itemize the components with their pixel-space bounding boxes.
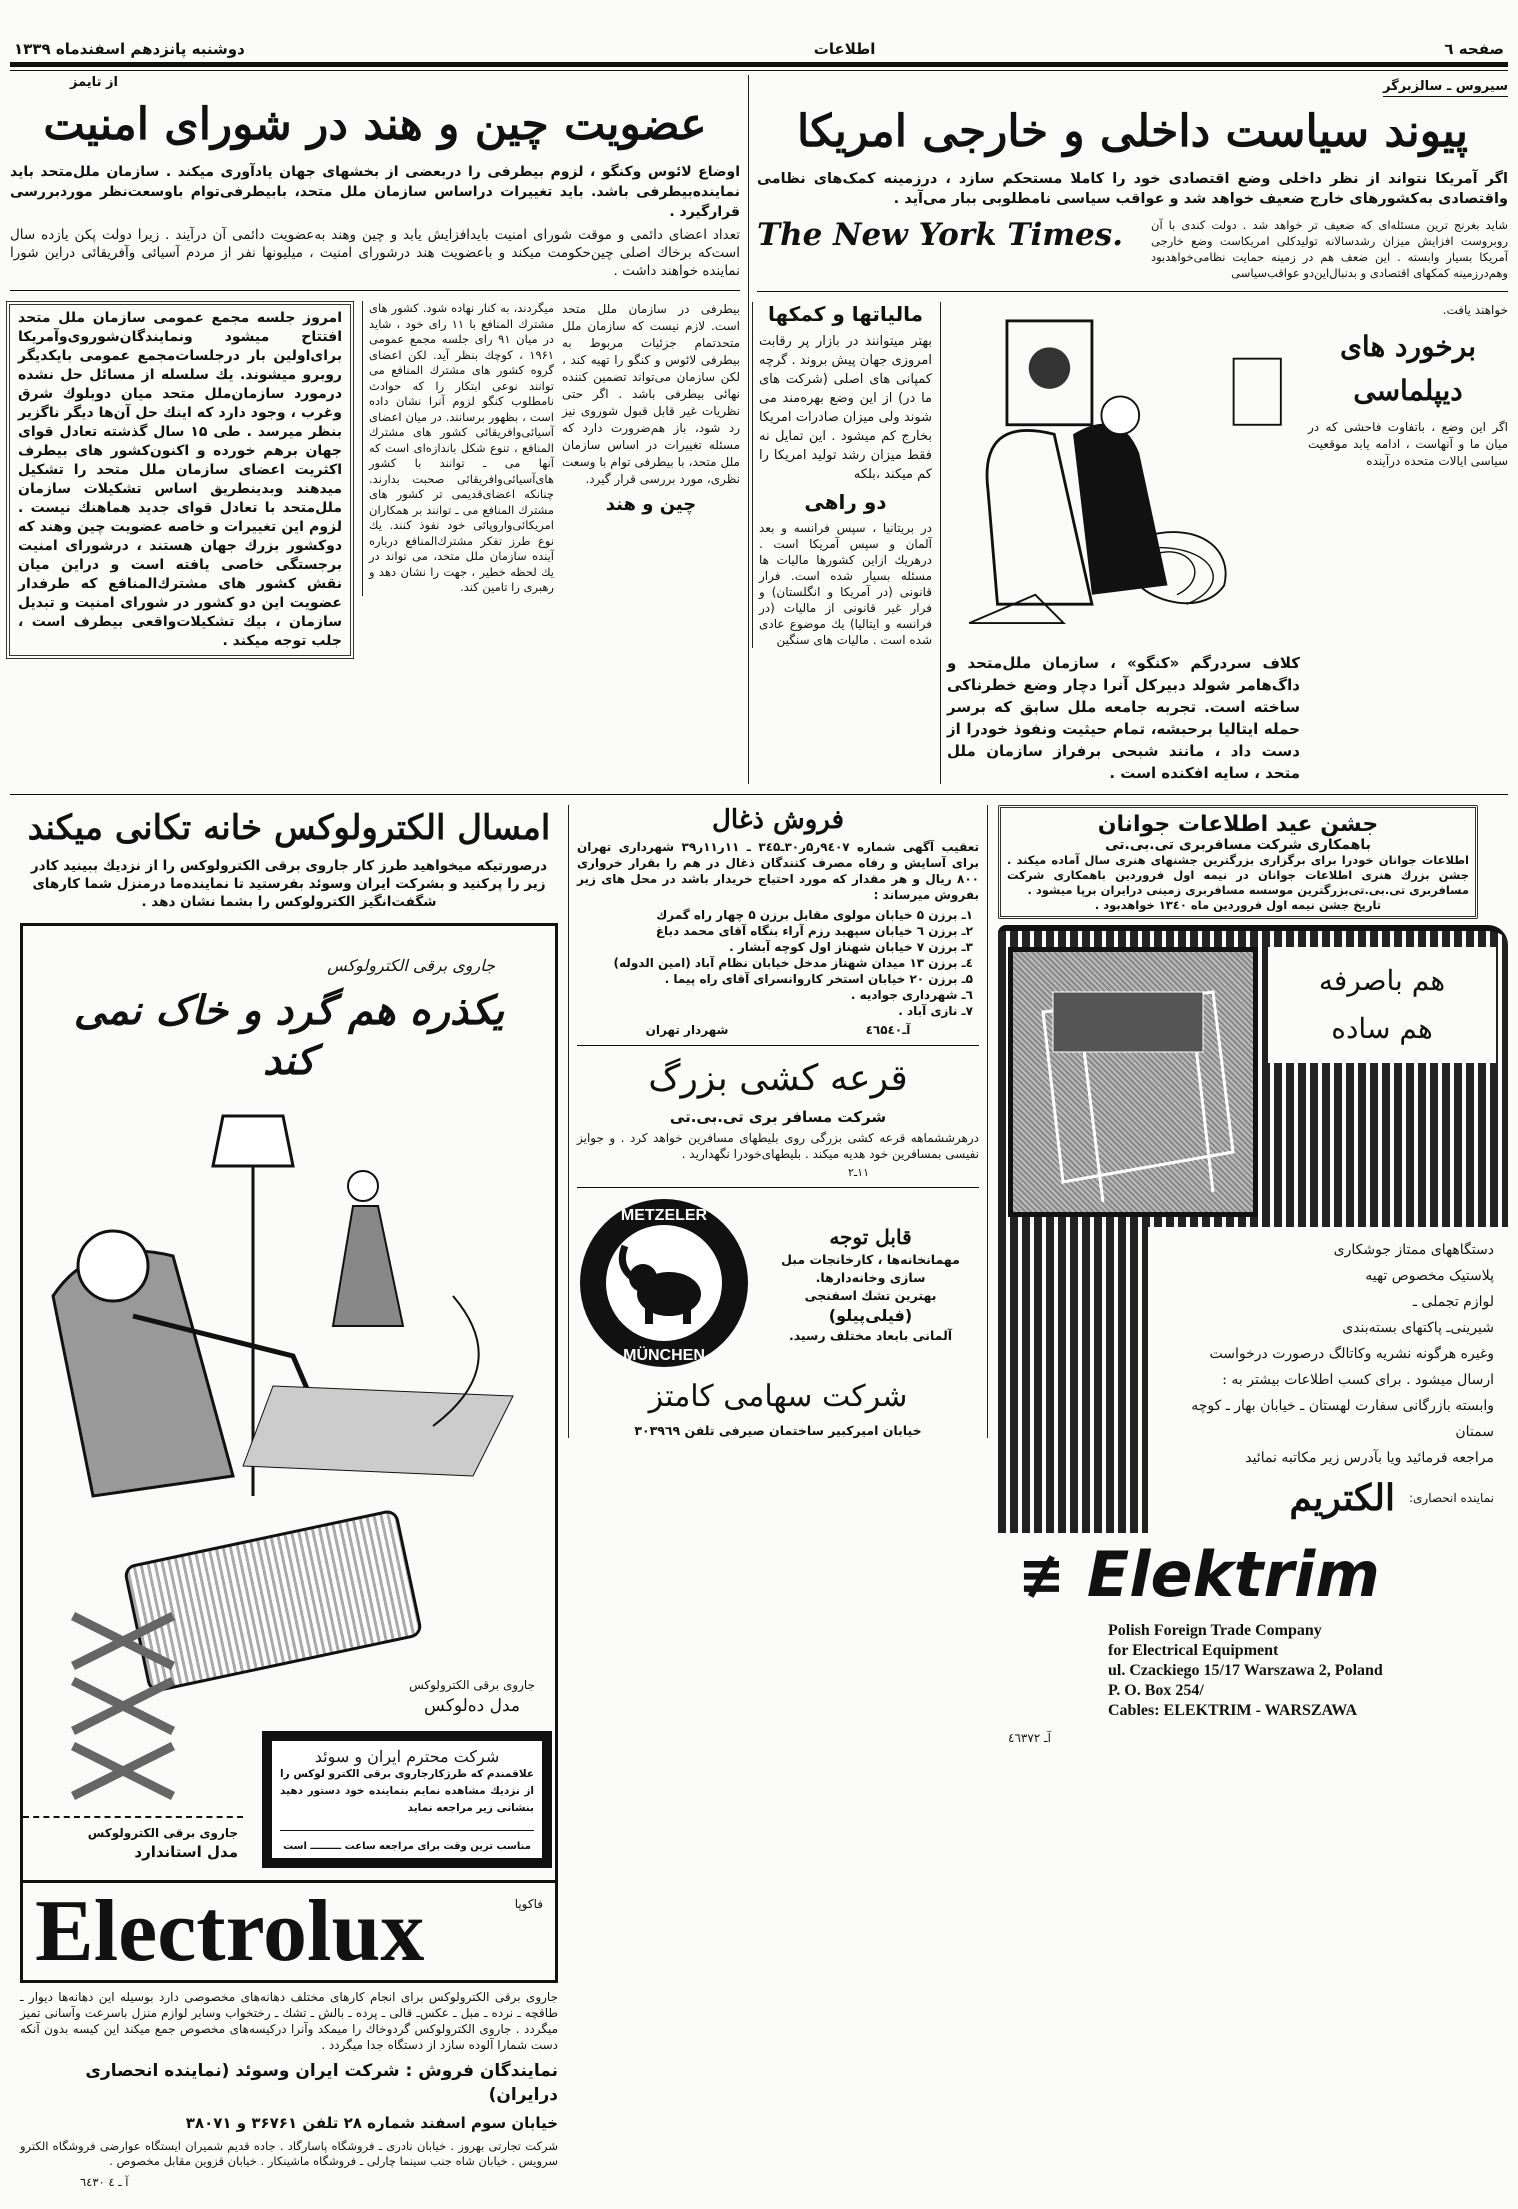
youth-body: اطلاعات جوانان خودرا برای برگزاری بزرگترین جشنهای هنری سال آماده میکند . جشن بزرك هنری اطلاعات جوانان در نیمه اول فروردین باهمکاری شرکت مسافربری تی.بی.تی‌بزرگترین موسسه مسافربری زمینی درایران برپا میشود . xyxy=(1007,853,1469,897)
elektrim-address-line: Polish Foreign Trade Company xyxy=(1108,1622,1322,1639)
left-article-source: از تایمز xyxy=(70,75,118,90)
articles-section xyxy=(10,75,1508,784)
crossed-out-cleaning-tools-icon xyxy=(63,1606,193,1806)
right-article xyxy=(748,75,1508,784)
model-standard-block xyxy=(38,1824,238,1862)
agency-mark: فاکوپا xyxy=(514,1897,543,1911)
metzeler-body2: بهترین تشك اسفنجی xyxy=(804,1287,937,1303)
elektrim-h1: هم باصرفه xyxy=(1318,964,1446,997)
electrolux-brand-fa: جاروی برقی الکترولوکس xyxy=(327,956,495,975)
youth-sub: باهمکاری شرکت مسافربری تی.بی.تی xyxy=(1105,837,1371,853)
model-deluxe-label: جاروی برقی الکترولوکس xyxy=(409,1678,535,1692)
subhead-taxes: مالیاتها و کمکها xyxy=(767,302,924,326)
elektrim-h2: هم ساده xyxy=(1331,1012,1433,1045)
electrolux-slogan: یکذره هم گرد و خاک نمی کند xyxy=(73,987,505,1084)
electrolux-address: خیابان سوم اسفند شماره ۲۸ تلفن ۳۶۷۶۱ و ۳۸۰۷۱ xyxy=(185,2114,558,2132)
metzeler-body3: آلمانی بابعاد مختلف رسید. xyxy=(788,1327,953,1343)
metzeler-product: (فیلی‌پیلو) xyxy=(828,1305,913,1325)
coal-locations xyxy=(577,907,979,1019)
left-col-2: بیطرفی در سازمان ملل متحد است. لازم نیست که سازمان ملل متحدتمام جزئیات مربوط به بیطرفی لائوس و کنگو را تهیه کند ، لکن سازمان می‌تواند تضمین کننده نهائی بیطرفی باشد . اگر حتی نظریات غیر قابل قبول شوروی نیز رد شود، باز هم‌ضرورت دارد که مسئله تغییرات در اساس سازمان ملل متحد، با بیطرفی توام با وسعت نظری، مورد بررسی قرار گیرد. xyxy=(562,302,740,486)
svg-text:METZELER: METZELER xyxy=(620,1207,708,1224)
left-column-a xyxy=(562,301,740,515)
electrolux-agents: نمایندگان فروش : شرکت ایران وسوئد (نماینده انحصاری درایران) xyxy=(85,2061,558,2105)
metzeler-body1: مهمانخانه‌ها ، کارخانجات مبل سازی وخانه‌دارها. xyxy=(781,1251,960,1285)
lottery-code: ۱۱ـ۲ xyxy=(848,1166,869,1179)
issue-date: دوشنبه پانزدهم اسفندماه ۱۳۳۹ xyxy=(14,40,245,58)
youth-date: تاریخ جشن نیمه اول فروردین ماه ۱۳٤۰ خواهدبود . xyxy=(1094,898,1382,912)
coupon-text: علاقمندم که طرزکارجاروی برقی الکترو لوکس را از نزدیك مشاهده نمایم بنماینده خود دستور دهید بنشانی زیر مراجعه نماید xyxy=(280,1768,534,1814)
lottery-title: قرعه کشی بزرگ xyxy=(648,1058,908,1099)
cartoon-caption: کلاف سردرگم «کنگو» ، سازمان ملل‌متحد و داگ‌هامر شولد دبیرکل آنرا دچار وضع خطرناکی ساخته است. تجربه جامعه ملل سابق که برسر حمله ایتالیا برحبشه، تمام حیثیت ونفوذ خودرا از دست داد ، مانند شبحی برفراز سازمان ملل متحد ، سایه افکنده است . xyxy=(947,654,1300,782)
coal-location: ۷ـ نازی آباد . xyxy=(898,1004,973,1018)
metzeler-address: خیابان امیرکبیر ساختمان صیرفی تلفن ۳۰۳۹٦۹ xyxy=(634,1423,922,1438)
elektrim-brand-fa: الکتریم xyxy=(1289,1477,1395,1519)
elektrim-line: دستگاههای ممتاز جوشکاری xyxy=(1333,1242,1494,1258)
elektrim-code: آـ ٤٦٣٧٢ xyxy=(998,1725,1508,1751)
coupon-title: شرکت محترم ایران و سوئد xyxy=(314,1747,500,1766)
coupon-address-line[interactable] xyxy=(280,1817,534,1831)
model-deluxe-block xyxy=(409,1676,535,1718)
electrolux-headline: امسال الکترولوکس خانه تکانی میکند xyxy=(27,808,551,848)
left-article-columns xyxy=(10,290,740,659)
elektrim-logo: Elektrim xyxy=(1086,1538,1380,1611)
electrolux-ad xyxy=(10,805,568,2189)
right-column-b xyxy=(752,302,932,648)
elektrim-agent-label: نماینده انحصاری: xyxy=(1408,1491,1494,1505)
electrolux-dealers: شرکت تجارتی بهروز . خیابان نادری ـ فروشگاه پاسارگاد . جاده قدیم شمیران ایستگاه عوارضی فروشگاه الکترو سرویس . خیابان شاه جنب سینما چارلی ـ فروشگاه ماشینکار . خیابان قزوین مقابل مخصوص . xyxy=(20,2139,558,2168)
left-lead: تعداد اعضای دائمی و موقت شورای امنیت بایدافزایش یابد و چین وهند به‌عضویت دائمی آن درآیند . زیرا دولت پکن یازده سال است‌که برخاك اصلی چین‌حکومت میکند و باعضویت هند درشورای امنیت ، میلیونها نفر از مردم آسیائی وآفریقائی دراین شورا نماینده خواهند داشت . xyxy=(10,227,740,279)
elektrim-address-line: Cables: ELEKTRIM - WARSZAWA xyxy=(1108,1702,1358,1719)
coupon-time: مناسب ترین وقت برای مراجعه ساعت ـــــــــ است xyxy=(283,1841,531,1852)
elektrim-address-line: P. O. Box 254/ xyxy=(1108,1682,1204,1699)
un-assembly-box xyxy=(6,301,354,659)
man-in-chair-illustration xyxy=(33,1096,523,1516)
electrolux-code: آ ـ ٤ ٦٤٣٠ xyxy=(80,2175,129,2189)
electrolux-sub: درصورتیکه میخواهید طرز کار جاروی برقی الکترولوکس را از نزدیك ببینید کادر زیر را پرکنید و بشرکت ایران وسوئد بفرستید تا نماینده‌ما درمنزل شما کارهای شگفت‌انگیز الکترولوکس را بشما نشان دهد . xyxy=(30,858,548,910)
welding-machine-photo xyxy=(1008,947,1258,1217)
model-deluxe: مدل دەلوکس xyxy=(424,1696,521,1716)
coal-code: آـ٤٦۵٤٠ xyxy=(865,1023,911,1037)
left-article xyxy=(10,75,748,659)
byline: سیروس ـ سالزبرگر xyxy=(1383,79,1508,97)
page-number: صفحه ٦ xyxy=(1444,40,1504,58)
subhead-diplomacy: برخورد های دیپلماسی xyxy=(1340,330,1476,407)
right-article-columns xyxy=(757,291,1508,784)
elektrim-line: لوازم تجملی ـ xyxy=(1412,1294,1494,1310)
elektrim-headings xyxy=(1268,947,1496,1063)
left-lead-bold: اوضاع لائوس وکنگو ، لزوم بیطرفی را دربعضی از بخشهای جهان یادآوری میکند . سازمان ملل‌متحد باید نماینده‌بیطرفی باشد. باید تغییرات دراساس سازمان ملل متحد، بابیطرفی‌توام باوسعت‌نظر موردبررسی قرارگیرد . xyxy=(10,164,740,220)
elektrim-address-line: ul. Czackiego 15/17 Warszawa 2, Poland xyxy=(1108,1662,1383,1679)
elektrim-symbol-icon: ≢ xyxy=(1018,1542,1065,1608)
left-column-b xyxy=(362,301,554,596)
coal-location: ۲ـ برزن ٦ خیابان سپهبد رزم آراء بنگاه آقای محمد دباغ xyxy=(655,924,973,938)
right-headline: پیوند سیاست داخلی و خارجی امریکا xyxy=(796,106,1469,157)
lottery-company: شرکت مسافر بری تی.بی.تی xyxy=(669,1108,887,1126)
model-standard-label: جاروی برقی الکترولوکس xyxy=(87,1826,238,1840)
elektrim-lines xyxy=(1162,1237,1494,1471)
elektrim-line: وابسته بازرگانی سفارت لهستان ـ خیابان بهار ـ کوچه سمنان xyxy=(1191,1398,1494,1440)
header-rule xyxy=(10,62,1508,71)
right-column-a xyxy=(1308,302,1508,470)
coal-location: ۵ـ برزن ۲۰ خیابان استخر کاروانسرای آقای راه پیما . xyxy=(664,972,973,986)
right-col-1: شاید بغرنج ترین مسئله‌ای که ضعیف تر خواهد شد . دولت کندی با آن روبروست افزایش میزان رشدسالانه تولیدکلی امریکاست وضع خارجی آمریکا بسیار وابسته . این ضعف هم در زمینه حمایت نظامی‌خواهدبود وهم‌درزمینه کمکهای اقتصادی و بدنبال‌این‌دو عواقب‌سیاسی xyxy=(1151,218,1508,280)
left-col-1: میگردند، به کنار نهاده شود. کشور های مشترك المنافع با ۱۱ رای خود ، شاید در میان ۹۱ رای جلسه مجمع عمومی ۱۹۶۱ ، کوچك بنظر آید. لکن اعضای گروه کشور های مشترك المنافع می توانند نوعی ابتکار را که حوادث نامطلوب کنگو لزوم آنرا نشان داده است ، بظهور برسانند. در میان اعضای آسیائی‌وافریقائی کشور های مشترك المنافع ، تنوع شکل باندازه‌ای است که آنها می ـ توانند با کشور های‌آسیائی‌وافریقائی صحبت بدارند. چنانکه اعضای‌قدیمی تر کشور های مشترك المنافع می ـ توانند بر همکاران امریکائی‌واروپائی خود نفوذ کنند. یك نوع طرز تفکر مشترك‌المنافع درباره آینده سازمان ملل متحد، می تواند در یك لحظه خطیر ، جهت را نشان دهد و رهبری را تامین کند. xyxy=(369,301,554,594)
electrolux-logo: Electrolux xyxy=(35,1882,425,1980)
electrolux-logo-band xyxy=(23,1880,555,1980)
ads-section xyxy=(10,794,1508,2189)
youth-title: جشن عید اطلاعات جوانان xyxy=(1097,812,1379,837)
electrolux-body: جاروی برقی الکترولوکس برای انجام کارهای مختلف دهانه‌های مخصوصی دارد بوسیله این دهانه‌ها دیوار ـ طاقچه ـ نرده ـ مبل ـ عکس‌ـ قالی ـ پرده ـ بالش ـ تشك ـ رختخواب وسایر لوازم منزل باسرعت وآسانی تمیز میگردد . جاروی الکترولوکس گردوخاك را میمکد وآنرا درکیسه‌های مخصوص جمع میکند این کیسه بدون آنکه دست شمارا آلوده سازد از دستگاه جدا میگردد . xyxy=(20,1990,558,2052)
metzeler-title: قابل توجه xyxy=(829,1224,912,1249)
masthead: اطلاعات xyxy=(813,40,876,58)
lottery-body: درهرششماهه قرعه کشی بزرگی روی بلیطهای مسافرین خواهد کرد . و جوایز نفیسی بمسافرین خود هدیه میکند . بلیطهای‌خودرا نگهدارید . xyxy=(577,1131,979,1161)
right-col-3: در بریتانیا ، سپس فرانسه و بعد آلمان و سپس آمریکا است . درهریك ازاین كشورها مالیات ها مسئله بسیار شده است. فرار قانونی (در آمریکا و انگلستان) و فرار غیر قانونی از مالیات (در فرانسه و ایتالیا) یك موضوع عادی شده است . مالیات های سنگین xyxy=(759,521,932,647)
right-col-4: اگر این وضع ، باتفاوت فاحشی که در میان ما و آنهاست ، ادامه یابد موقعیت سیاسی ایالات متحده درآینده xyxy=(1308,420,1508,468)
cartoon-illustration xyxy=(947,302,1300,646)
coal-location: ٦ـ شهرداری جوادیه . xyxy=(850,988,973,1002)
elektrim-ad-background xyxy=(998,925,1508,1751)
right-col-4-end: خواهند یافت. xyxy=(1442,303,1508,317)
coal-location: ٤ـ برزن ۱۳ میدان شهناز مدخل خیابان نظام آباد (امین الدوله) xyxy=(613,956,973,970)
metzeler-company: شرکت سهامی کامتز xyxy=(648,1379,908,1414)
cut-line xyxy=(23,1816,243,1818)
elektrim-line: ارسال میشود . برای کسب اطلاعات بیشتر به : xyxy=(1222,1372,1494,1388)
elektrim-line: پلاستیک مخصوص تهیه xyxy=(1365,1268,1494,1284)
right-col-2: بهتر میتوانند در بازار پر رقابت امروزی جهان پیش بروند . گرچه کمپانی های اصلی (شرکت های ما در) از این وضع بهره‌مند می شوند ولی میزان صادرات امریکا بخارج کم میشود . این تمایل نه فقط میزان رشد تولید امریکا را کم میکند ،بلکه xyxy=(759,334,932,482)
subhead-crossroads: دو راهی xyxy=(804,490,887,514)
nyt-logo: The New York Times. xyxy=(757,217,1123,253)
subhead-china-india: چین و هند xyxy=(605,494,697,515)
page-header xyxy=(10,40,1508,62)
coal-signer: شهردار تهران xyxy=(645,1023,729,1037)
elektrim-line: مراجعه فرمائید ویا بآدرس زیر مکاتبه نمائید xyxy=(1245,1450,1494,1466)
right-column-cartoon xyxy=(940,302,1300,784)
coal-body: تعقیب آگهی شماره ۹٤۰۷ر۵ر۳۰ـ۳٤۵ ـ ۱۱ر۱۱ر۳۹ شهرداری تهران برای آسایش و رفاه مصرف کنندگان ذغال در هم را بقرار خرواری ۸۰۰ ریال و هر مقدار که مورد احتیاج خریدار باشد در محل های زیر بفروش میرساند : xyxy=(577,840,979,902)
left-headline: عضویت چین و هند در شورای امنیت xyxy=(43,99,707,150)
right-ads-column xyxy=(988,805,1508,1751)
electrolux-ad-frame xyxy=(20,923,558,1983)
right-lead: اگر آمریکا نتواند از نظر داخلی وضع اقتصادی خود را کاملا مستحکم سازد ، درزمینه کمک‌های نظامی واقتصادی به‌کشورهای خارج ضعیف خواهد شد و عواقب سیاسی نامطلوبی ببار می‌آید . xyxy=(757,171,1508,207)
metzeler-elephant-logo xyxy=(577,1196,752,1371)
middle-ads-column xyxy=(568,805,988,1438)
model-standard: مدل استاندارد xyxy=(134,1843,238,1861)
elektrim-line: وغیره هرگونه نشریه وکاتالگ درصورت درخواست xyxy=(1209,1346,1494,1362)
elektrim-address xyxy=(998,1617,1508,1725)
svg-text:MÜNCHEN: MÜNCHEN xyxy=(623,1347,705,1364)
elektrim-line: شیرینی‌ـ پاکتهای بسته‌بندی xyxy=(1342,1320,1494,1336)
elektrim-address-line: for Electrical Equipment xyxy=(1108,1642,1279,1659)
metzeler-text xyxy=(762,1223,979,1345)
coal-title: فروش ذغال xyxy=(711,805,845,835)
coal-location: ۳ـ برزن ۷ خیابان شهناز اول کوچه آبشار . xyxy=(729,940,973,954)
coal-location: ۱ـ برزن ۵ خیابان مولوی مقابل برزن ۵ چهار راه گمرك xyxy=(656,908,973,922)
order-coupon[interactable] xyxy=(262,1731,552,1868)
un-assembly-text: امروز جلسه مجمع عمومی سازمان ملل متحد افتتاح میشود ونمایندگان‌شوروی‌وآمریکا برای‌اولین بار درجلسات‌مجمع عمومی بایکدیگر روبرو میشوند. یك سلسله از مسائل حل نشده درمورد سازمان‌ملل متحد میان دوبلوك شرق وغرب ، وجود دارد که اینك حل آن‌ها دیگر ناگزیر بنظر میرسد . طی ۱۵ سال گذشته تعادل قوای جهان برهم خورده و اکنون‌کشور های بیطرف اکثریت اعضای سازمان ملل متحد را تشکیل میدهند وبدینطریق اساس تشکیلات سازمان ملل‌متحد با تعادل قوای جدید هماهنك نیست . لزوم این تغییرات و خاصه عضویت چین وهند که دوکشور بزرك جهان هستند ، درشورای امنیت برجستگی خاصی یافته است و دراین میان نقش کشور های مشترك‌المنافع که طرفدار عضویت این دو کشور در شورای امنیت و تبدیل سازمان ، بیك تشکیلات‌واقعی بیطرف است ، جلب توجه میکند . xyxy=(18,310,342,649)
youth-festival-box xyxy=(998,805,1478,919)
